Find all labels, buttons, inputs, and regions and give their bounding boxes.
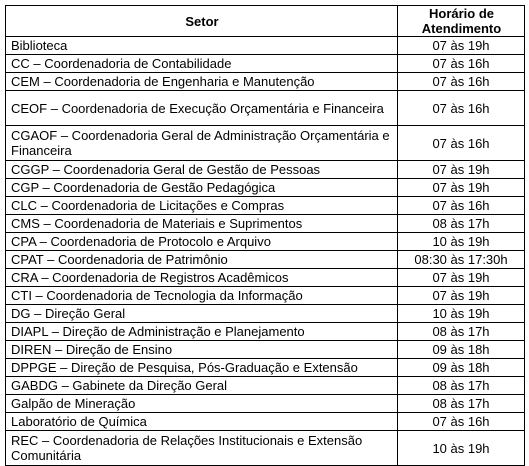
- horario-cell: 08 às 17h: [398, 215, 525, 233]
- horario-cell: 10 às 19h: [398, 305, 525, 323]
- setor-cell: CEOF – Coordenadoria de Execução Orçamentária e Financeira: [6, 91, 398, 126]
- table-row: [6, 161, 525, 179]
- horario-cell: 07 às 16h: [398, 126, 525, 161]
- setor-cell: CGP – Coordenadoria de Gestão Pedagógica: [6, 179, 398, 197]
- table-row: [6, 323, 525, 341]
- setor-cell: CPAT – Coordenadoria de Patrimônio: [6, 251, 398, 269]
- horario-cell: 08:30 às 17:30h: [398, 251, 525, 269]
- schedule-table-container: [5, 5, 525, 466]
- horario-cell: 07 às 16h: [398, 73, 525, 91]
- horario-cell: 07 às 16h: [398, 55, 525, 73]
- setor-cell: CTI – Coordenadoria de Tecnologia da Informação: [6, 287, 398, 305]
- horario-cell: 10 às 19h: [398, 431, 525, 466]
- horario-cell: 07 às 19h: [398, 37, 525, 55]
- table-row: [6, 197, 525, 215]
- setor-cell: CLC – Coordenadoria de Licitações e Compras: [6, 197, 398, 215]
- setor-cell: CEM – Coordenadoria de Engenharia e Manutenção: [6, 73, 398, 91]
- table-row: [6, 377, 525, 395]
- horario-cell: 09 às 18h: [398, 341, 525, 359]
- table-row: [6, 37, 525, 55]
- setor-cell: DIAPL – Direção de Administração e Planejamento: [6, 323, 398, 341]
- table-row: [6, 305, 525, 323]
- table-row: [6, 359, 525, 377]
- table-row: [6, 431, 525, 466]
- horario-cell: 07 às 16h: [398, 413, 525, 431]
- setor-cell: DIREN – Direção de Ensino: [6, 341, 398, 359]
- horario-cell: 07 às 19h: [398, 287, 525, 305]
- horario-cell: 09 às 18h: [398, 359, 525, 377]
- table-row: [6, 251, 525, 269]
- setor-cell: GABDG – Gabinete da Direção Geral: [6, 377, 398, 395]
- header-horario: Horário de Atendimento: [398, 6, 525, 37]
- setor-cell: CGGP – Coordenadoria Geral de Gestão de Pessoas: [6, 161, 398, 179]
- table-row: [6, 126, 525, 161]
- setor-cell: CPA – Coordenadoria de Protocolo e Arquivo: [6, 233, 398, 251]
- setor-cell: CRA – Coordenadoria de Registros Acadêmicos: [6, 269, 398, 287]
- horario-cell: 07 às 19h: [398, 161, 525, 179]
- horario-cell: 07 às 19h: [398, 179, 525, 197]
- schedule-table: [5, 5, 525, 466]
- header-setor: Setor: [6, 6, 398, 37]
- setor-cell: Galpão de Mineração: [6, 395, 398, 413]
- horario-cell: 07 às 19h: [398, 269, 525, 287]
- setor-cell: CC – Coordenadoria de Contabilidade: [6, 55, 398, 73]
- table-row: [6, 179, 525, 197]
- setor-cell: DPPGE – Direção de Pesquisa, Pós-Graduação e Extensão: [6, 359, 398, 377]
- setor-cell: CMS – Coordenadoria de Materiais e Suprimentos: [6, 215, 398, 233]
- setor-cell: Laboratório de Química: [6, 413, 398, 431]
- setor-cell: DG – Direção Geral: [6, 305, 398, 323]
- setor-cell: Biblioteca: [6, 37, 398, 55]
- horario-cell: 08 às 17h: [398, 395, 525, 413]
- table-row: [6, 55, 525, 73]
- table-row: [6, 413, 525, 431]
- table-row: [6, 233, 525, 251]
- table-row: [6, 215, 525, 233]
- horario-cell: 10 às 19h: [398, 233, 525, 251]
- table-row: [6, 269, 525, 287]
- setor-cell: REC – Coordenadoria de Relações Institucionais e Extensão Comunitária: [6, 431, 398, 466]
- table-row: [6, 395, 525, 413]
- horario-cell: 08 às 17h: [398, 323, 525, 341]
- horario-cell: 07 às 16h: [398, 197, 525, 215]
- table-row: [6, 91, 525, 126]
- setor-cell: CGAOF – Coordenadoria Geral de Administração Orçamentária e Financeira: [6, 126, 398, 161]
- table-header-row: [6, 6, 525, 37]
- horario-cell: 08 às 17h: [398, 377, 525, 395]
- table-row: [6, 287, 525, 305]
- table-row: [6, 341, 525, 359]
- horario-cell: 07 às 16h: [398, 91, 525, 126]
- table-row: [6, 73, 525, 91]
